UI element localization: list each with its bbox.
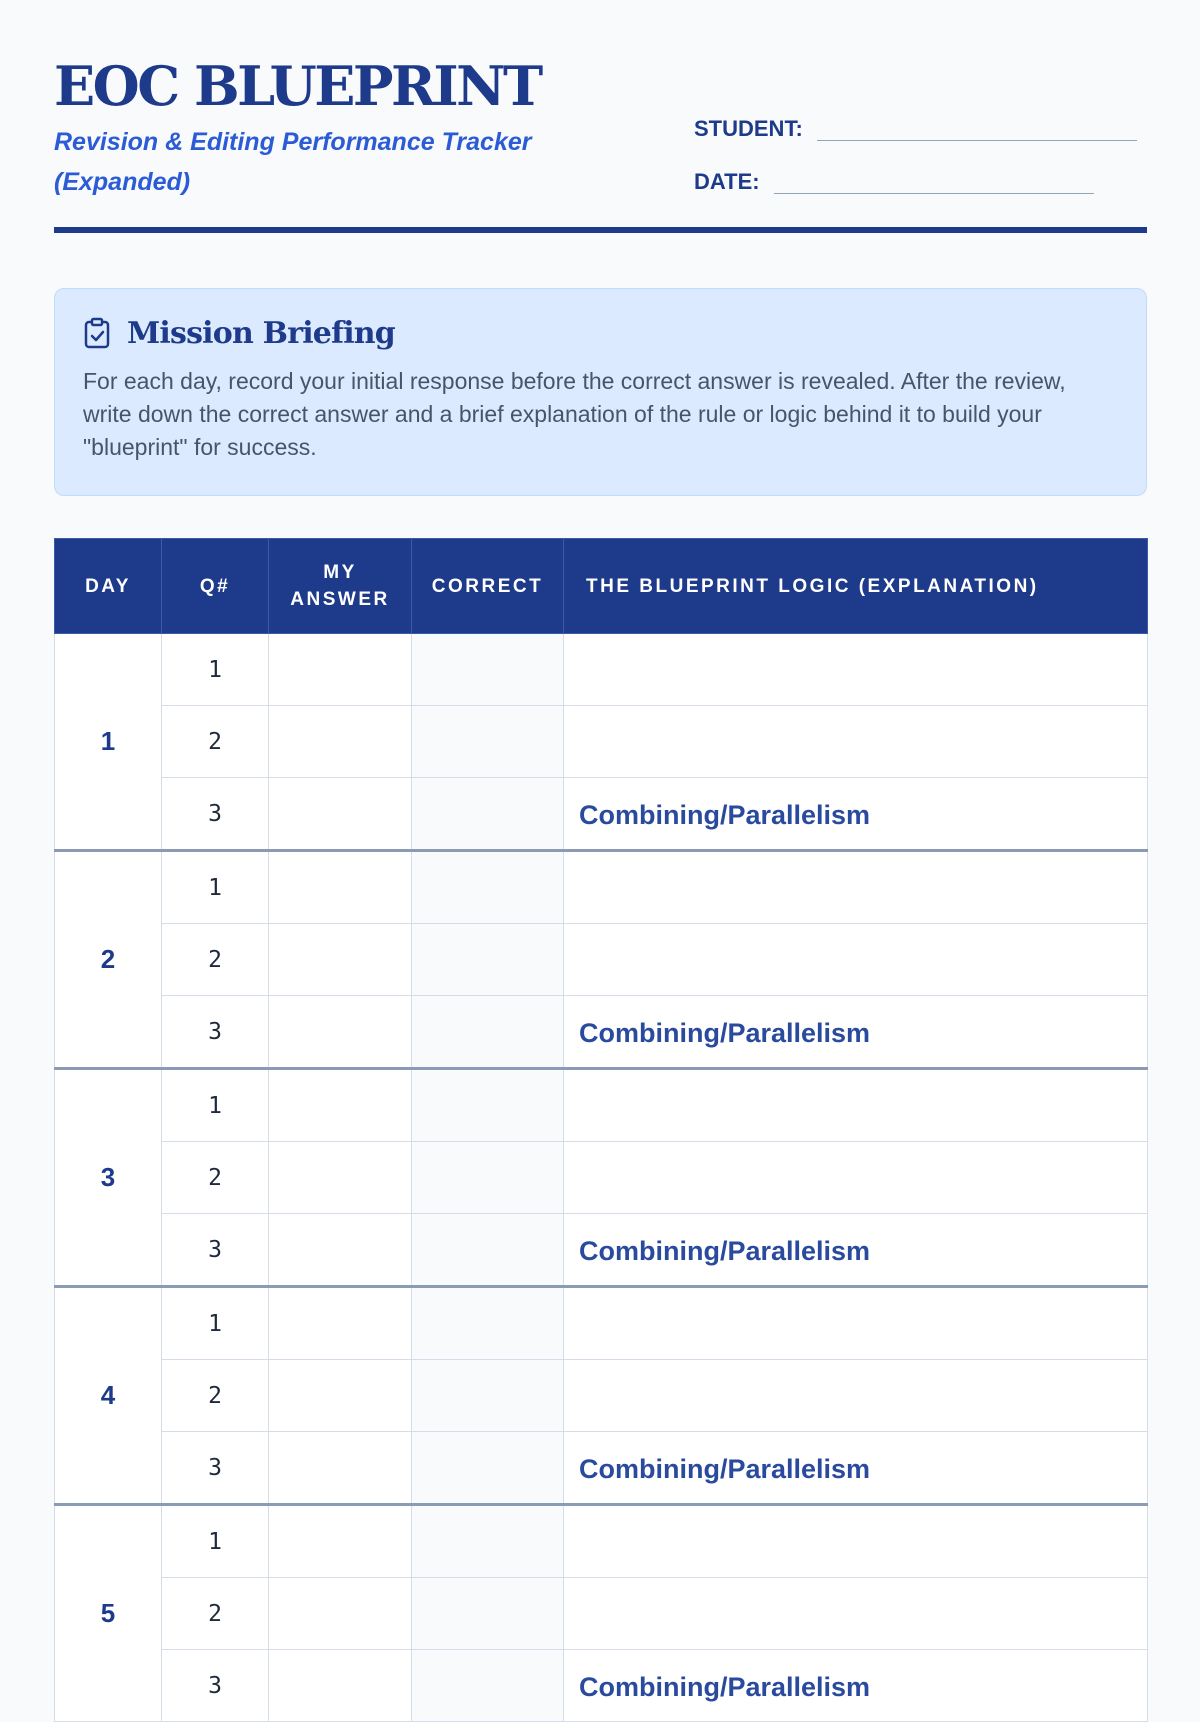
my-answer-cell[interactable] [269, 1650, 412, 1722]
correct-answer-cell[interactable] [412, 1505, 564, 1578]
page-title: EOC BLUEPRINT [54, 54, 541, 118]
page-subtitle: Revision & Editing Performance Tracker (Expanded) [54, 128, 532, 196]
question-number-cell: 1 [162, 1287, 269, 1360]
correct-answer-cell[interactable] [412, 1142, 564, 1214]
my-answer-cell[interactable] [269, 1142, 412, 1214]
table-row [55, 1505, 1148, 1578]
question-number-cell: 2 [162, 706, 269, 778]
explanation-cell[interactable] [564, 1287, 1148, 1360]
table-row [55, 778, 1148, 851]
explanation-cell[interactable]: Combining/Parallelism [564, 996, 1148, 1069]
day-cell: 2 [55, 851, 162, 1069]
explanation-cell[interactable] [564, 634, 1148, 706]
correct-answer-cell[interactable] [412, 1432, 564, 1505]
column-header-my-answer: MY ANSWER [269, 539, 412, 634]
table-row [55, 1360, 1148, 1432]
column-header-explanation: THE BLUEPRINT LOGIC (EXPLANATION) [564, 539, 1148, 634]
table-row [55, 1287, 1148, 1360]
my-answer-cell[interactable] [269, 1578, 412, 1650]
my-answer-cell[interactable] [269, 996, 412, 1069]
table-row [55, 924, 1148, 996]
briefing-header [83, 311, 1118, 355]
table-row [55, 634, 1148, 706]
my-answer-cell[interactable] [269, 706, 412, 778]
day-cell: 4 [55, 1287, 162, 1505]
my-answer-cell[interactable] [269, 1069, 412, 1142]
page [54, 0, 1147, 1702]
explanation-cell[interactable] [564, 706, 1148, 778]
table-row [55, 1142, 1148, 1214]
table-row [55, 851, 1148, 924]
my-answer-cell[interactable] [269, 634, 412, 706]
table-row [55, 1214, 1148, 1287]
table-row [55, 996, 1148, 1069]
explanation-cell[interactable] [564, 1505, 1148, 1578]
question-number-cell: 3 [162, 1432, 269, 1505]
explanation-cell[interactable] [564, 1578, 1148, 1650]
my-answer-cell[interactable] [269, 1214, 412, 1287]
correct-answer-cell[interactable] [412, 1214, 564, 1287]
my-answer-cell[interactable] [269, 1287, 412, 1360]
correct-answer-cell[interactable] [412, 924, 564, 996]
date-label: DATE: [694, 169, 760, 194]
explanation-cell[interactable]: Combining/Parallelism [564, 1214, 1148, 1287]
question-number-cell: 3 [162, 1214, 269, 1287]
my-answer-cell[interactable] [269, 1360, 412, 1432]
correct-answer-cell[interactable] [412, 634, 564, 706]
header [54, 0, 1147, 234]
correct-answer-cell[interactable] [412, 706, 564, 778]
briefing-text: For each day, record your initial response before the correct answer is revealed. After the review, write down the correct answer and a brief explanation of the rule or logic behind it to build your "blueprint" for success. [83, 368, 1066, 460]
question-number-cell: 1 [162, 1505, 269, 1578]
briefing-title: Mission Briefing [127, 315, 395, 351]
table-row [55, 1432, 1148, 1505]
question-number-cell: 1 [162, 634, 269, 706]
student-input-line[interactable] [817, 116, 1137, 141]
column-header-day: DAY [55, 539, 162, 634]
correct-answer-cell[interactable] [412, 778, 564, 851]
student-field [694, 116, 1137, 141]
my-answer-cell[interactable] [269, 851, 412, 924]
question-number-cell: 2 [162, 1578, 269, 1650]
correct-answer-cell[interactable] [412, 1287, 564, 1360]
question-number-cell: 3 [162, 1650, 269, 1722]
correct-answer-cell[interactable] [412, 1650, 564, 1722]
performance-tracker-table [54, 538, 1148, 1722]
explanation-cell[interactable]: Combining/Parallelism [564, 1432, 1148, 1505]
correct-answer-cell[interactable] [412, 851, 564, 924]
explanation-cell[interactable]: Combining/Parallelism [564, 778, 1148, 851]
explanation-cell[interactable] [564, 1360, 1148, 1432]
mission-briefing-panel [54, 288, 1147, 496]
date-input-line[interactable] [774, 169, 1094, 194]
question-number-cell: 3 [162, 778, 269, 851]
table-header-row [55, 539, 1148, 634]
day-cell: 3 [55, 1069, 162, 1287]
question-number-cell: 2 [162, 1360, 269, 1432]
question-number-cell: 3 [162, 996, 269, 1069]
my-answer-cell[interactable] [269, 1505, 412, 1578]
table-row [55, 1650, 1148, 1722]
table-row [55, 1578, 1148, 1650]
explanation-cell[interactable]: Combining/Parallelism [564, 1650, 1148, 1722]
my-answer-cell[interactable] [269, 924, 412, 996]
day-cell: 5 [55, 1505, 162, 1722]
question-number-cell: 2 [162, 924, 269, 996]
correct-answer-cell[interactable] [412, 1578, 564, 1650]
date-field [694, 169, 1094, 194]
correct-answer-cell[interactable] [412, 1069, 564, 1142]
question-number-cell: 1 [162, 1069, 269, 1142]
my-answer-cell[interactable] [269, 1432, 412, 1505]
my-answer-cell[interactable] [269, 778, 412, 851]
correct-answer-cell[interactable] [412, 996, 564, 1069]
correct-answer-cell[interactable] [412, 1360, 564, 1432]
clipboard-check-icon [83, 317, 111, 349]
column-header-q: Q# [162, 539, 269, 634]
student-label: STUDENT: [694, 116, 803, 141]
explanation-cell[interactable] [564, 924, 1148, 996]
question-number-cell: 1 [162, 851, 269, 924]
day-cell: 1 [55, 634, 162, 851]
explanation-cell[interactable] [564, 851, 1148, 924]
question-number-cell: 2 [162, 1142, 269, 1214]
explanation-cell[interactable] [564, 1069, 1148, 1142]
table-row [55, 706, 1148, 778]
header-divider [54, 227, 1147, 233]
column-header-correct: CORRECT [412, 539, 564, 634]
table-row [55, 1069, 1148, 1142]
explanation-cell[interactable] [564, 1142, 1148, 1214]
